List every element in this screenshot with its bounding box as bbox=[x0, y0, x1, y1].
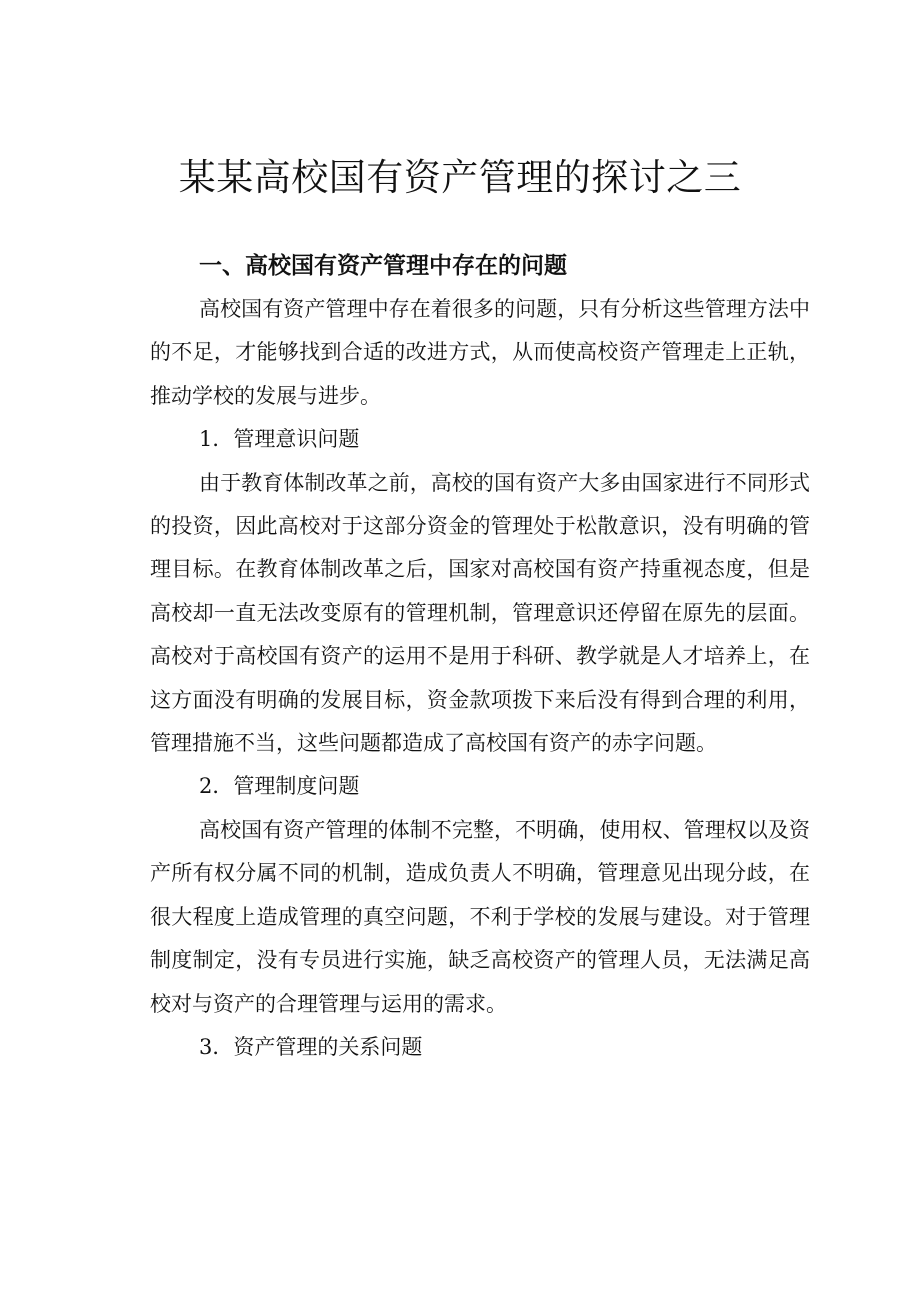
document-title: 某某高校国有资产管理的探讨之三 bbox=[178, 156, 742, 199]
subsection-paragraph-1: 由于教育体制改革之前，高校的国有资产大多由国家进行不同形式的投资，因此高校对于这部分资金的管理处于松散意识，没有明确的管理目标。在教育体制改革之后，国家对高校国有资产持重视态度，但是高校却一直无法改变原有的管理机制，管理意识还停留在原先的层面。高校对于高校国有资产的运用不是用于科研、教学就是人才培养上，在这方面没有明确的发展目标，资金款项拨下来后没有得到合理的利用，管理措施不当，这些问题都造成了高校国有资产的赤字问题。 bbox=[150, 470, 810, 756]
intro-paragraph: 高校国有资产管理中存在着很多的问题，只有分析这些管理方法中的不足，才能够找到合适的改进方式，从而使高校资产管理走上正轨，推动学校的发展与进步。 bbox=[150, 297, 810, 408]
document-body bbox=[150, 246, 810, 1069]
subsection-heading-2: 2．管理制度问题 bbox=[199, 774, 360, 799]
subsection-paragraph-2: 高校国有资产管理的体制不完整，不明确，使用权、管理权以及资产所有权分属不同的机制，造成负责人不明确，管理意见出现分歧，在很大程度上造成管理的真空问题，不利于学校的发展与建设。对于管理制度制定，没有专员进行实施，缺乏高校资产的管理人员，无法满足高校对与资产的合理管理与运用的需求。 bbox=[150, 817, 810, 1016]
subsection-heading-1: 1．管理意识问题 bbox=[199, 427, 360, 452]
section-heading: 一、高校国有资产管理中存在的问题 bbox=[199, 253, 567, 279]
subsection-heading-3: 3．资产管理的关系问题 bbox=[199, 1034, 423, 1059]
